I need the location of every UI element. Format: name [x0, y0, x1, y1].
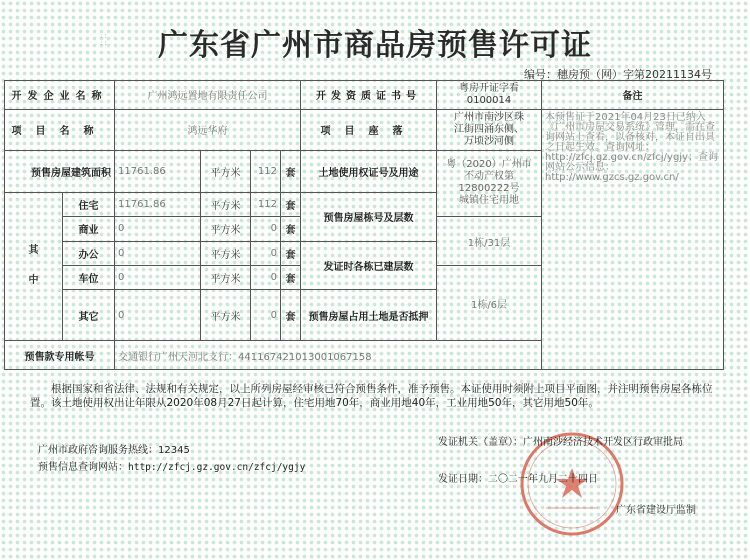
area-unit: 平方米: [201, 241, 251, 265]
corner-marks: : : : :: [100, 32, 107, 47]
area-unit: 平方米: [201, 217, 251, 241]
approval-notice: 根据国家和省法律、法规和有关规定，以上所列房屋经审核已符合预售条件，准予预售。本证使用时须附上项目平面图，并注明预售房屋各栋位置。该土地使用权出让年限从2020年08月27日起计算，住宅用地70年，商业用地40年，工业用地50年，其它用地50年。: [30, 383, 713, 409]
hotline-number: 12345: [158, 445, 190, 456]
issuer: 发证机关（盖章）：广州南沙经济技术开发区行政审批局: [438, 437, 683, 448]
unit-label: 套: [281, 290, 301, 341]
built-floors-label: 发证时各栋已建层数: [301, 241, 437, 290]
category-units: 0: [251, 290, 281, 341]
qualification-value: 粤房开证字看 0100014: [437, 81, 542, 110]
category-area: 0: [115, 241, 201, 265]
category-area: 0: [115, 290, 201, 341]
remarks-label: 备注: [542, 81, 724, 110]
unit-label: 套: [281, 241, 301, 265]
remarks-text: 本预售证于2021年04月23日已纳入《广州市房屋交易系统》管理，需在查询网站上查看，以备核对，本证自出具之日起生效。查询网址：http://zfcj.gz.gov.cn/zfcj/ygjy；查询网站公示信息：http://www.gzcs.gz.gov.cn/: [542, 109, 724, 369]
mortgage-label: 预售房屋占用土地是否抵押: [301, 290, 437, 341]
category-name: 商业: [63, 217, 115, 241]
area-unit: 平方米: [201, 265, 251, 289]
certificate-number: 编号：穗房预（网）字第20211134号: [524, 68, 712, 81]
land-cert-label: 土地使用权证号及用途: [301, 150, 437, 192]
category-units: 0: [251, 265, 281, 289]
category-area: 0: [115, 217, 201, 241]
website-line: [38, 458, 305, 473]
unit-label: 套: [281, 150, 301, 192]
presale-area-label: 预售房屋建筑面积: [5, 150, 115, 192]
building-label: 预售房屋栋号及层数: [301, 192, 437, 241]
category-name: 车位: [63, 265, 115, 289]
category-name: 其它: [63, 290, 115, 341]
built-floors-value: 1栋/6层: [437, 265, 542, 340]
project-location-label: 项目座落: [301, 109, 437, 150]
unit-label: 套: [281, 265, 301, 289]
account-label: 预售款专用帐号: [5, 341, 115, 370]
project-location-value: 广州市南沙区珠 江街四涌东侧、 万顷沙河侧: [437, 109, 542, 150]
category-area: 11761.86: [115, 192, 201, 216]
building-value: 1栋/31层: [437, 217, 542, 266]
supervisor: 广东省建设厅监制: [616, 505, 696, 516]
category-units: 112: [251, 192, 281, 216]
permit-table: [4, 80, 724, 370]
presale-units: 112: [251, 150, 281, 192]
issue-date-label: 发证日期：: [438, 474, 488, 485]
developer-label: 开发企业名称: [5, 81, 115, 110]
developer-row: [5, 81, 724, 110]
unit-label: 套: [281, 217, 301, 241]
unit-label: 套: [281, 192, 301, 216]
hotline-label: 广州市政府咨询服务热线：: [38, 445, 158, 456]
category-area: 0: [115, 265, 201, 289]
certificate-title: 广东省广州市商品房预售许可证: [158, 28, 592, 63]
hotline-line: [38, 441, 190, 456]
account-value: 交通银行广州天河北支行：441167421013001067158: [115, 341, 724, 370]
website-url: http://zfcj.gz.gov.cn/zfcj/ygjy: [128, 462, 306, 473]
category-name: 办公: [63, 241, 115, 265]
category-units: 0: [251, 217, 281, 241]
issue-date-line: [438, 470, 598, 485]
area-unit: 平方米: [201, 192, 251, 216]
project-name-label: 项目名称: [5, 109, 115, 150]
area-unit: 平方米: [201, 150, 251, 192]
website-label: 预售信息查询网站：: [38, 462, 128, 473]
land-cert-value: 粤（2020）广州市 不动产权第 12800222号 城镇住宅用地: [437, 150, 542, 216]
breakdown-label: [5, 192, 63, 340]
issue-date: 二〇二一年九月二十四日: [488, 474, 598, 485]
developer-value: 广州鸿远置地有限责任公司: [115, 81, 301, 110]
breakdown-char-1: 其中: [28, 245, 39, 287]
account-row: [5, 341, 724, 370]
category-name: 住宅: [63, 192, 115, 216]
qualification-label: 开发资质证书号: [301, 81, 437, 110]
area-unit: 平方米: [201, 290, 251, 341]
presale-area-value: 11761.86: [115, 150, 201, 192]
category-units: 0: [251, 241, 281, 265]
project-row: [5, 109, 724, 150]
project-name-value: 鸿远华府: [115, 109, 301, 150]
